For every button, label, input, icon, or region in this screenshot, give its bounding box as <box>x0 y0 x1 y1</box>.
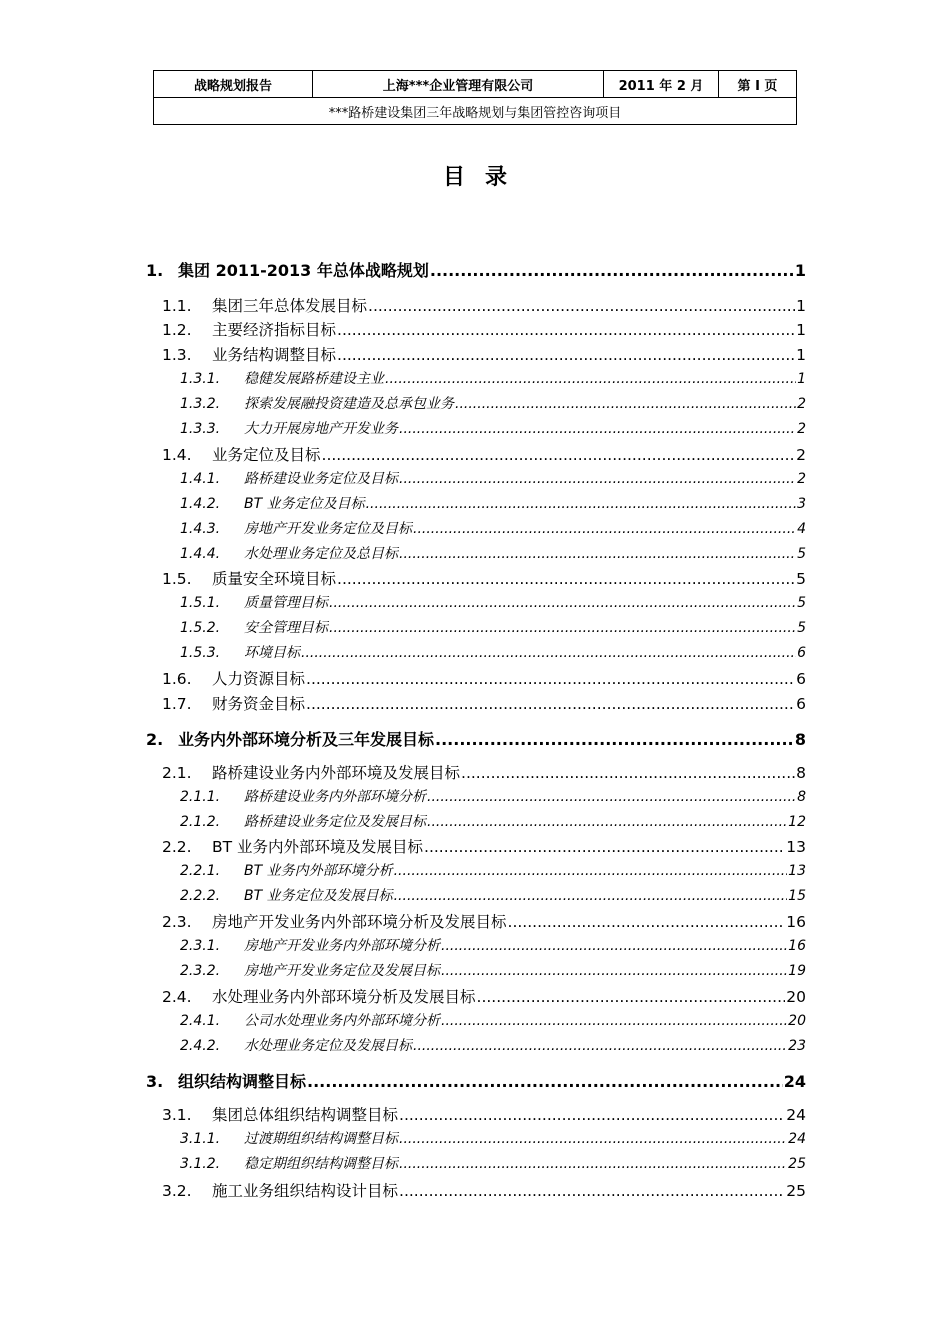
header-report-name: 战略规划报告 <box>154 71 313 98</box>
toc-dot-leader <box>399 546 796 562</box>
toc-entry-level-3[interactable] <box>180 493 806 513</box>
toc-entry-page-number: 1 <box>796 321 806 339</box>
toc-entry-title: 质量安全环境目标 <box>212 570 337 588</box>
toc-entry-title: 房地产开发业务定位及目标 <box>244 521 412 537</box>
toc-entry-title: BT 业务内外部环境分析 <box>244 863 393 879</box>
toc-entry-title: 业务结构调整目标 <box>212 346 337 364</box>
toc-entry-title: 组织结构调整目标 <box>178 1072 307 1091</box>
toc-entry-level-3[interactable] <box>180 592 806 612</box>
toc-entry-page-number: 1 <box>796 297 806 315</box>
toc-entry-page-number: 24 <box>788 1131 806 1147</box>
toc-entry-title: 水处理业务定位及总目标 <box>244 546 398 562</box>
toc-entry-number: 3. <box>146 1072 164 1091</box>
toc-entry-page-number: 16 <box>786 913 806 931</box>
toc-dot-leader <box>477 988 786 1006</box>
toc-entry-number: 1.3. <box>162 346 192 364</box>
toc-dot-leader <box>399 1106 785 1124</box>
toc-dot-leader <box>306 670 795 688</box>
toc-entry-number: 1. <box>146 261 164 280</box>
toc-entry-page-number: 25 <box>788 1156 806 1172</box>
toc-entry-level-3[interactable] <box>180 543 806 563</box>
toc-entry-level-1[interactable] <box>146 1069 806 1092</box>
toc-entry-level-3[interactable] <box>180 811 806 831</box>
toc-entry-title: BT 业务定位及发展目标 <box>244 888 393 904</box>
toc-entry-level-3[interactable] <box>180 368 806 388</box>
toc-entry-page-number: 20 <box>786 988 806 1006</box>
page-title: 目录 <box>442 165 527 190</box>
toc-entry-title: 集团 2011-2013 年总体战略规划 <box>178 261 429 280</box>
toc-dot-leader <box>394 888 788 904</box>
toc-dot-leader <box>306 695 795 713</box>
toc-entry-page-number: 6 <box>796 670 806 688</box>
toc-entry-page-number: 8 <box>797 789 806 805</box>
toc-entry-page-number: 2 <box>797 421 806 437</box>
toc-entry-number: 2.3.1. <box>180 938 221 954</box>
toc-entry-number: 2.1. <box>162 764 192 782</box>
toc-dot-leader <box>399 471 796 487</box>
toc-entry-level-3[interactable] <box>180 935 806 955</box>
toc-entry-number: 1.7. <box>162 695 192 713</box>
toc-dot-leader <box>337 570 795 588</box>
toc-entry-page-number: 24 <box>783 1072 806 1091</box>
toc-dot-leader <box>329 620 796 636</box>
toc-entry-page-number: 20 <box>788 1013 806 1029</box>
toc-entry-title: 探索发展融投资建造及总承包业务 <box>244 396 454 412</box>
toc-dot-leader <box>399 421 796 437</box>
toc-dot-leader <box>413 521 796 537</box>
toc-entry-page-number: 16 <box>788 938 806 954</box>
toc-dot-leader <box>508 913 786 931</box>
toc-entry-title: 集团总体组织结构调整目标 <box>212 1106 399 1124</box>
toc-entry-number: 2.1.2. <box>180 814 221 830</box>
toc-entry-page-number: 5 <box>797 546 806 562</box>
toc-entry-number: 2.3. <box>162 913 192 931</box>
toc-entry-level-2[interactable] <box>162 443 806 465</box>
toc-dot-leader <box>399 1182 785 1200</box>
header-project-name: ***路桥建设集团三年战略规划与集团管控咨询项目 <box>154 98 797 125</box>
toc-entry-number: 1.1. <box>162 297 192 315</box>
toc-entry-title: 路桥建设业务定位及目标 <box>244 471 398 487</box>
toc-entry-page-number: 2 <box>797 471 806 487</box>
toc-entry-number: 1.3.1. <box>180 371 221 387</box>
toc-entry-level-2[interactable] <box>162 343 806 365</box>
toc-entry-level-2[interactable] <box>162 294 806 316</box>
toc-entry-page-number: 13 <box>788 863 806 879</box>
toc-entry-title: 业务内外部环境分析及三年发展目标 <box>178 730 435 749</box>
toc-entry-page-number: 12 <box>788 814 806 830</box>
toc-dot-leader <box>430 261 794 280</box>
toc-dot-leader <box>307 1072 783 1091</box>
toc-entry-page-number: 3 <box>797 496 806 512</box>
toc-entry-title: 主要经济指标目标 <box>212 321 337 339</box>
toc-entry-level-1[interactable] <box>146 258 806 281</box>
toc-dot-leader <box>441 1013 787 1029</box>
toc-entry-level-3[interactable] <box>180 860 806 880</box>
toc-entry-number: 1.4.1. <box>180 471 221 487</box>
toc-entry-level-2[interactable] <box>162 761 806 783</box>
toc-entry-number: 2.2.2. <box>180 888 221 904</box>
toc-entry-level-2[interactable] <box>162 667 806 689</box>
toc-entry-title: 施工业务组织结构设计目标 <box>212 1182 399 1200</box>
toc-entry-number: 1.5.2. <box>180 620 221 636</box>
toc-entry-page-number: 1 <box>794 261 806 280</box>
toc-entry-number: 1.3.3. <box>180 421 221 437</box>
toc-dot-leader <box>427 814 787 830</box>
toc-entry-page-number: 2 <box>797 396 806 412</box>
toc-entry-number: 1.4.2. <box>180 496 221 512</box>
toc-entry-number: 3.1.2. <box>180 1156 221 1172</box>
toc-dot-leader <box>394 863 788 879</box>
toc-entry-number: 1.5. <box>162 570 192 588</box>
page-header-table <box>153 70 797 125</box>
toc-entry-title: 稳健发展路桥建设主业 <box>244 371 384 387</box>
toc-entry-level-2[interactable] <box>162 567 806 589</box>
toc-dot-leader <box>435 730 794 749</box>
toc-entry-page-number: 6 <box>797 645 806 661</box>
toc-entry-title: 集团三年总体发展目标 <box>212 297 368 315</box>
toc-entry-level-2[interactable] <box>162 835 806 857</box>
toc-entry-title: BT 业务定位及目标 <box>244 496 365 512</box>
toc-entry-level-3[interactable] <box>180 1035 806 1055</box>
toc-entry-page-number: 13 <box>786 838 806 856</box>
toc-entry-number: 1.4. <box>162 446 192 464</box>
toc-entry-title: 房地产开发业务内外部环境分析 <box>244 938 440 954</box>
toc-entry-title: 大力开展房地产开发业务 <box>244 421 398 437</box>
toc-dot-leader <box>441 938 787 954</box>
toc-entry-level-3[interactable] <box>180 885 806 905</box>
toc-entry-number: 1.5.3. <box>180 645 221 661</box>
toc-entry-title: 业务定位及目标 <box>212 446 321 464</box>
toc-dot-leader <box>385 371 796 387</box>
toc-entry-level-3[interactable] <box>180 1010 806 1030</box>
toc-entry-number: 3.2. <box>162 1182 192 1200</box>
toc-dot-leader <box>413 1038 787 1054</box>
toc-entry-title: 安全管理目标 <box>244 620 328 636</box>
toc-entry-title: 房地产开发业务定位及发展目标 <box>244 963 440 979</box>
toc-entry-level-3[interactable] <box>180 642 806 662</box>
toc-dot-leader <box>441 963 787 979</box>
toc-entry-level-2[interactable] <box>162 1179 806 1201</box>
toc-entry-level-3[interactable] <box>180 418 806 438</box>
toc-entry-number: 2.4. <box>162 988 192 1006</box>
toc-dot-leader <box>301 645 796 661</box>
toc-entry-level-2[interactable] <box>162 910 806 932</box>
toc-entry-title: 质量管理目标 <box>244 595 328 611</box>
toc-entry-title: 人力资源目标 <box>212 670 306 688</box>
toc-entry-title: 路桥建设业务内外部环境及发展目标 <box>212 764 461 782</box>
toc-dot-leader <box>461 764 795 782</box>
toc-entry-title: 环境目标 <box>244 645 300 661</box>
toc-dot-leader <box>329 595 796 611</box>
header-page-number: 第 I 页 <box>719 71 797 98</box>
toc-entry-level-3[interactable] <box>180 786 806 806</box>
toc-entry-title: 路桥建设业务内外部环境分析 <box>244 789 426 805</box>
toc-entry-number: 2.1.1. <box>180 789 221 805</box>
toc-entry-title: 路桥建设业务定位及发展目标 <box>244 814 426 830</box>
toc-entry-level-3[interactable] <box>180 518 806 538</box>
toc-entry-title: 房地产开发业务内外部环境分析及发展目标 <box>212 913 507 931</box>
toc-dot-leader <box>427 789 796 805</box>
toc-entry-level-3[interactable] <box>180 960 806 980</box>
toc-dot-leader <box>368 297 795 315</box>
toc-entry-number: 2.4.2. <box>180 1038 221 1054</box>
toc-entry-number: 3.1. <box>162 1106 192 1124</box>
toc-entry-number: 1.3.2. <box>180 396 221 412</box>
header-company: 上海***企业管理有限公司 <box>313 71 604 98</box>
toc-entry-page-number: 5 <box>797 620 806 636</box>
toc-dot-leader <box>337 321 795 339</box>
toc-dot-leader <box>366 496 796 512</box>
toc-entry-level-2[interactable] <box>162 692 806 714</box>
toc-entry-level-3[interactable] <box>180 468 806 488</box>
toc-entry-number: 2.2.1. <box>180 863 221 879</box>
toc-dot-leader <box>337 346 795 364</box>
toc-entry-number: 1.5.1. <box>180 595 221 611</box>
toc-entry-page-number: 6 <box>796 695 806 713</box>
toc-dot-leader <box>399 1131 787 1147</box>
toc-entry-number: 2.2. <box>162 838 192 856</box>
toc-entry-page-number: 8 <box>796 764 806 782</box>
toc-entry-page-number: 4 <box>797 521 806 537</box>
toc-entry-page-number: 19 <box>788 963 806 979</box>
toc-entry-number: 1.4.4. <box>180 546 221 562</box>
toc-entry-level-2[interactable] <box>162 318 806 340</box>
toc-entry-page-number: 1 <box>797 371 806 387</box>
toc-entry-number: 2. <box>146 730 164 749</box>
toc-entry-number: 3.1.1. <box>180 1131 221 1147</box>
toc-entry-title: 水处理业务内外部环境分析及发展目标 <box>212 988 476 1006</box>
toc-entry-level-2[interactable] <box>162 1103 806 1125</box>
toc-entry-title: 过渡期组织结构调整目标 <box>244 1131 398 1147</box>
toc-dot-leader <box>455 396 796 412</box>
toc-entry-page-number: 23 <box>788 1038 806 1054</box>
toc-entry-level-3[interactable] <box>180 1153 806 1173</box>
toc-entry-page-number: 2 <box>796 446 806 464</box>
header-date: 2011 年 2 月 <box>604 71 719 98</box>
toc-entry-page-number: 5 <box>797 595 806 611</box>
toc-dot-leader <box>399 1156 787 1172</box>
toc-entry-title: 稳定期组织结构调整目标 <box>244 1156 398 1172</box>
toc-entry-number: 1.2. <box>162 321 192 339</box>
toc-entry-level-3[interactable] <box>180 393 806 413</box>
toc-entry-page-number: 5 <box>796 570 806 588</box>
toc-entry-level-3[interactable] <box>180 1128 806 1148</box>
toc-entry-page-number: 15 <box>788 888 806 904</box>
toc-entry-title: 水处理业务定位及发展目标 <box>244 1038 412 1054</box>
toc-entry-level-2[interactable] <box>162 985 806 1007</box>
toc-entry-level-1[interactable] <box>146 727 806 750</box>
toc-dot-leader <box>322 446 796 464</box>
toc-entry-number: 1.6. <box>162 670 192 688</box>
toc-entry-page-number: 1 <box>796 346 806 364</box>
toc-entry-level-3[interactable] <box>180 617 806 637</box>
toc-entry-title: BT 业务内外部环境及发展目标 <box>212 838 424 856</box>
toc-entry-number: 2.3.2. <box>180 963 221 979</box>
toc-entry-page-number: 25 <box>786 1182 806 1200</box>
toc-entry-title: 财务资金目标 <box>212 695 306 713</box>
toc-entry-page-number: 24 <box>786 1106 806 1124</box>
toc-entry-number: 1.4.3. <box>180 521 221 537</box>
toc-dot-leader <box>424 838 785 856</box>
toc-entry-number: 2.4.1. <box>180 1013 221 1029</box>
toc-entry-page-number: 8 <box>794 730 806 749</box>
toc-entry-title: 公司水处理业务内外部环境分析 <box>244 1013 440 1029</box>
